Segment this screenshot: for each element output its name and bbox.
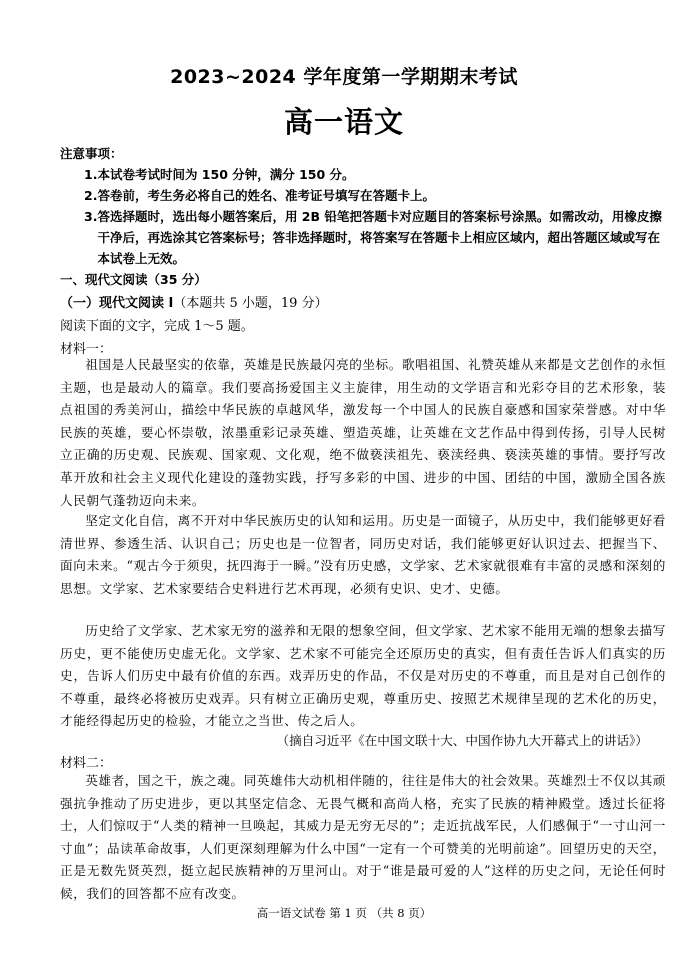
subject-title: 高一语文: [283, 105, 404, 139]
notice-item-2: [84, 185, 666, 206]
exam-title: 2023~2024 学年度第一学期期末考试: [170, 66, 518, 88]
material-1-paragraph-2: 坚定文化自信，离不开对中华民族历史的认知和运用。历史是一面镜子，从历史中，我们能够更好看清世界、参透生活、认识自己；历史也是一位智者，同历史对话，我们能够更好认识过去、把握当下、面向未来。“观古今于须臾，抚四海于一瞬。”没有历史感，文学家、艺术家就很难有丰富的灵感和深刻的思想。文学家、艺术家要结合史料进行艺术再现，必须有史识、史才、史德。: [60, 513, 666, 596]
reading-instruction: 阅读下面的文字，完成 1～5 题。: [60, 319, 254, 334]
material-1-label: 材料一：: [60, 342, 113, 357]
notice-item-number: 1.: [84, 167, 98, 182]
notice-item-text: 答卷前，考生务必将自己的姓名、准考证号填写在答题卡上。: [97, 188, 435, 203]
subsection-title-main: （一）现代文阅读 I: [60, 296, 174, 311]
notice-heading: 注意事项：: [60, 146, 123, 161]
subsection-title-note: （本题共 5 小题，19 分）: [173, 296, 328, 311]
notice-item-number: 2.: [84, 188, 98, 203]
material-2-label: 材料二：: [60, 756, 113, 771]
notice-item-3: [84, 206, 666, 269]
subsection-title: [60, 292, 328, 311]
material-1-paragraph-3: 历史给了文学家、艺术家无穷的滋养和无限的想象空间，但文学家、艺术家不能用无端的想象去描写历史，更不能使历史虚无化。文学家、艺术家不可能完全还原历史的真实，但有责任告诉人们真实的历史，告诉人们历史中最有价值的东西。戏弄历史的作品，不仅是对历史的不尊重，而且是对自己创作的不尊重，最终必将被历史戏弄。只有树立正确历史观，尊重历史、按照艺术规律呈现的艺术化的历史，才能经得起历史的检验，才能立之当世、传之后人。: [60, 623, 666, 729]
notice-item-text: 本试卷考试时间为 150 分钟，满分 150 分。: [97, 167, 355, 182]
page-footer: 高一语文试卷 第 1 页 （共 8 页）: [256, 906, 432, 920]
material-1-paragraph-1: 祖国是人民最坚实的依靠，英雄是民族最闪亮的坐标。歌唱祖国、礼赞英雄从来都是文艺创作的永恒主题，也是最动人的篇章。我们要高扬爱国主义主旋律，用生动的文学语言和光彩夺目的艺术形象，装点祖国的秀美河山，描绘中华民族的卓越风华，激发每一个中国人的民族自豪感和国家荣誉感。对中华民族的英雄，要心怀崇敬，浓墨重彩记录英雄、塑造英雄，让英雄在文艺作品中得到传扬，引导人民树立正确的历史观、民族观、国家观、文化观，绝不做亵渎祖先、亵渎经典、亵渎英雄的事情。要抒写改革开放和社会主义现代化建设的蓬勃实践，抒写多彩的中国、进步的中国、团结的中国，激励全国各族人民朝气蓬勃迈向未来。: [60, 357, 666, 508]
notice-item-text: 答选择题时，选出每小题答案后，用 2B 铅笔把答题卡对应题目的答案标号涂黑。如需改动，用橡皮擦干净后，再选涂其它答案标号；答非选择题时，将答案写在答题卡上相应区域内，超出答题区域或写在本试卷上无效。: [97, 209, 662, 266]
material-1-citation: （摘自习近平《在中国文联十大、中国作协九大开幕式上的讲话》）: [276, 733, 648, 748]
notice-list: [84, 164, 666, 269]
notice-item-1: [84, 164, 666, 185]
section-title: 一、现代文阅读（35 分）: [60, 272, 207, 287]
material-2-paragraph-1: 英雄者，国之干，族之魂。同英雄伟大动机相伴随的，往往是伟大的社会效果。英雄烈士不仅以其顽强抗争推动了历史进步，更以其坚定信念、无畏气概和高尚人格，充实了民族的精神殿堂。透过长征将士，人们惊叹于“人类的精神一旦唤起，其威力是无穷无尽的”；走近抗战军民，人们感佩于“一寸山河一寸血”；品读革命故事，人们更深刻理解为什么中国“一定有一个可赞美的光明前途”。回望历史的天空，正是无数先贤英烈，挺立起民族精神的万里河山。对于“谁是最可爱的人”这样的历史之问，无论任何时候，我们的回答都不应有改变。: [60, 773, 666, 901]
notice-item-number: 3.: [84, 209, 98, 224]
